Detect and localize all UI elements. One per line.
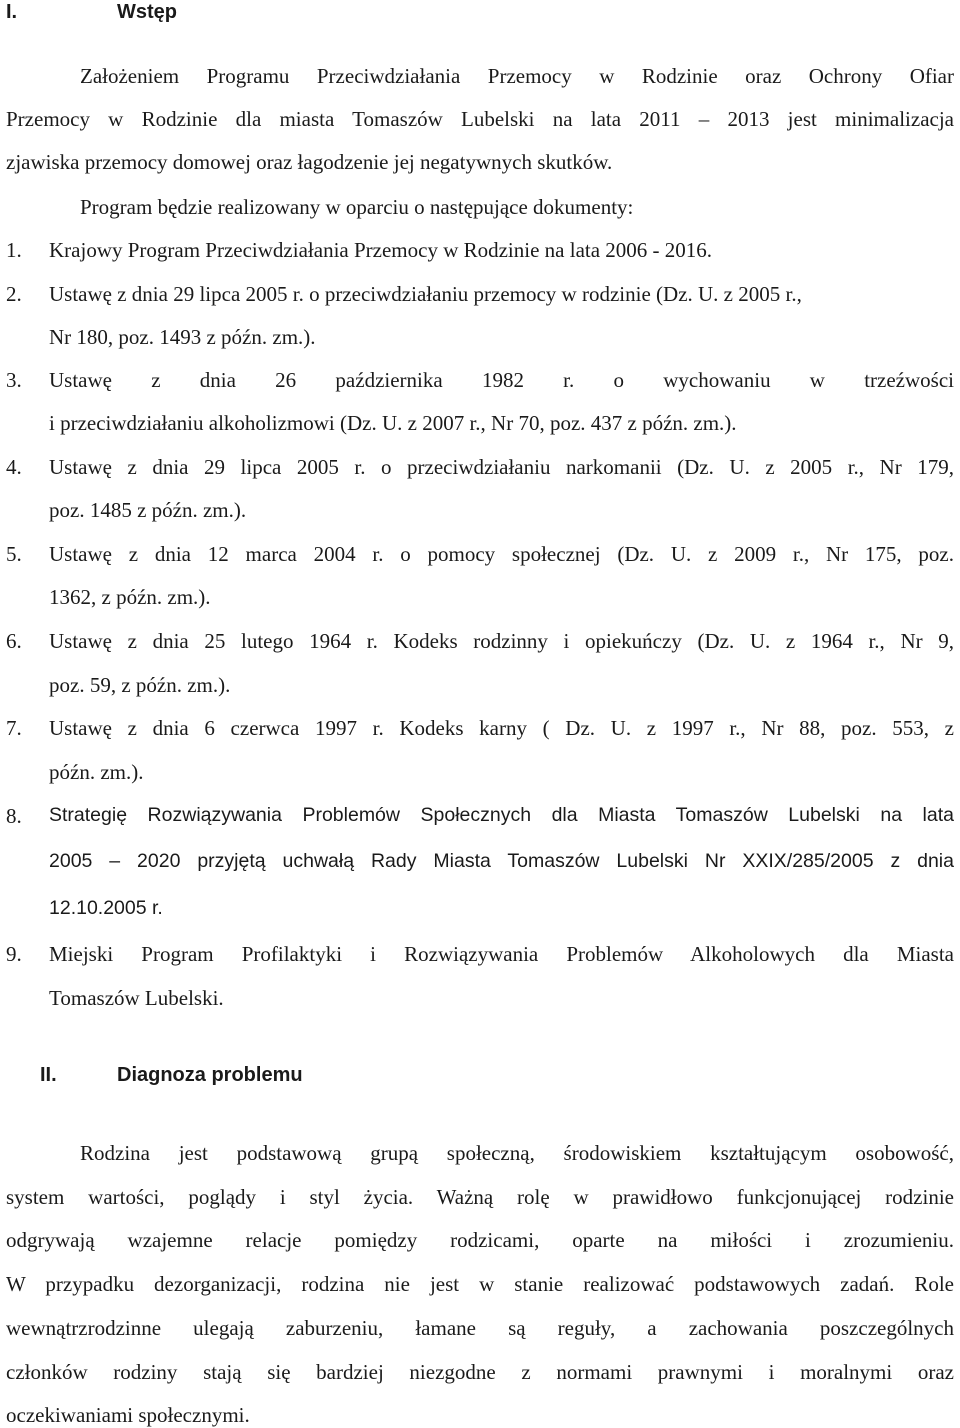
intro-line: Założeniem Programu Przeciwdziałania Przemocy w Rodzinie oraz Ochrony Ofiar xyxy=(80,64,954,88)
list-item: Ustawę z dnia 6 czerwca 1997 r. Kodeks karny ( Dz. U. z 1997 r., Nr 88, poz. 553, z xyxy=(49,716,954,740)
list-number: 1. xyxy=(6,238,22,262)
intro-line: zjawiska przemocy domowej oraz łagodzenie jej negatywnych skutków. xyxy=(6,150,613,174)
paragraph-line: odgrywają wzajemne relacje pomiędzy rodzicami, oparte na miłości i zrozumieniu. xyxy=(6,1228,954,1252)
list-item: Ustawę z dnia 29 lipca 2005 r. o przeciwdziałaniu narkomanii (Dz. U. z 2005 r., Nr 179, xyxy=(49,455,954,479)
paragraph-line: Rodzina jest podstawową grupą społeczną, środowiskiem kształtującym osobowość, xyxy=(80,1141,954,1165)
list-item: Ustawę z dnia 26 października 1982 r. o wychowaniu w trzeźwości xyxy=(49,368,954,392)
list-number: 4. xyxy=(6,455,22,479)
section-1-title: Wstęp xyxy=(117,1,177,23)
paragraph-line: system wartości, poglądy i styl życia. Ważną rolę w prawidłowo funkcjonującej rodzinie xyxy=(6,1185,954,1209)
list-item-cont: poz. 59, z późn. zm.). xyxy=(49,673,231,697)
list-item-cont: i przeciwdziałaniu alkoholizmowi (Dz. U. z 2007 r., Nr 70, poz. 437 z późn. zm.). xyxy=(49,411,737,435)
list-item-cont: Nr 180, poz. 1493 z późn. zm.). xyxy=(49,325,316,349)
list-item-cont: późn. zm.). xyxy=(49,760,144,784)
paragraph-line: W przypadku dezorganizacji, rodzina nie jest w stanie realizować podstawowych zadań. Role xyxy=(6,1272,954,1296)
program-intro: Program będzie realizowany w oparciu o następujące dokumenty: xyxy=(80,195,634,219)
list-item-cont: 12.10.2005 r. xyxy=(49,897,163,919)
paragraph-line: oczekiwaniami społecznymi. xyxy=(6,1403,250,1427)
list-number: 9. xyxy=(6,942,22,966)
list-item: Strategię Rozwiązywania Problemów Społecznych dla Miasta Tomaszów Lubelski na lata xyxy=(49,804,954,826)
intro-line: Przemocy w Rodzinie dla miasta Tomaszów Lubelski na lata 2011 – 2013 jest minimalizacja xyxy=(6,107,954,131)
paragraph-line: wewnątrzrodzinne ulegają zaburzeniu, łamane są reguły, a zachowania poszczególnych xyxy=(6,1316,954,1340)
section-1-number: I. xyxy=(6,1,18,23)
section-2-title: Diagnoza problemu xyxy=(117,1064,303,1086)
list-item-cont: 1362, z późn. zm.). xyxy=(49,585,211,609)
section-2-number: II. xyxy=(40,1064,57,1086)
paragraph-line: członków rodziny stają się bardziej niezgodne z normami prawnymi i moralnymi oraz xyxy=(6,1360,954,1384)
list-item-cont: 2005 – 2020 przyjętą uchwałą Rady Miasta Tomaszów Lubelski Nr XXIX/285/2005 z dnia xyxy=(49,850,954,872)
list-number: 5. xyxy=(6,542,22,566)
list-item: Ustawę z dnia 29 lipca 2005 r. o przeciwdziałaniu przemocy w rodzinie (Dz. U. z 2005 r., xyxy=(49,282,802,306)
list-item: Miejski Program Profilaktyki i Rozwiązywania Problemów Alkoholowych dla Miasta xyxy=(49,942,954,966)
list-item-cont: Tomaszów Lubelski. xyxy=(49,986,224,1010)
list-item: Ustawę z dnia 12 marca 2004 r. o pomocy społecznej (Dz. U. z 2009 r., Nr 175, poz. xyxy=(49,542,954,566)
list-number: 6. xyxy=(6,629,22,653)
list-number: 8. xyxy=(6,804,22,828)
list-item-cont: poz. 1485 z późn. zm.). xyxy=(49,498,247,522)
list-number: 3. xyxy=(6,368,22,392)
list-item: Ustawę z dnia 25 lutego 1964 r. Kodeks rodzinny i opiekuńczy (Dz. U. z 1964 r., Nr 9, xyxy=(49,629,954,653)
list-item: Krajowy Program Przeciwdziałania Przemocy w Rodzinie na lata 2006 - 2016. xyxy=(49,238,713,262)
list-number: 2. xyxy=(6,282,22,306)
list-number: 7. xyxy=(6,716,22,740)
